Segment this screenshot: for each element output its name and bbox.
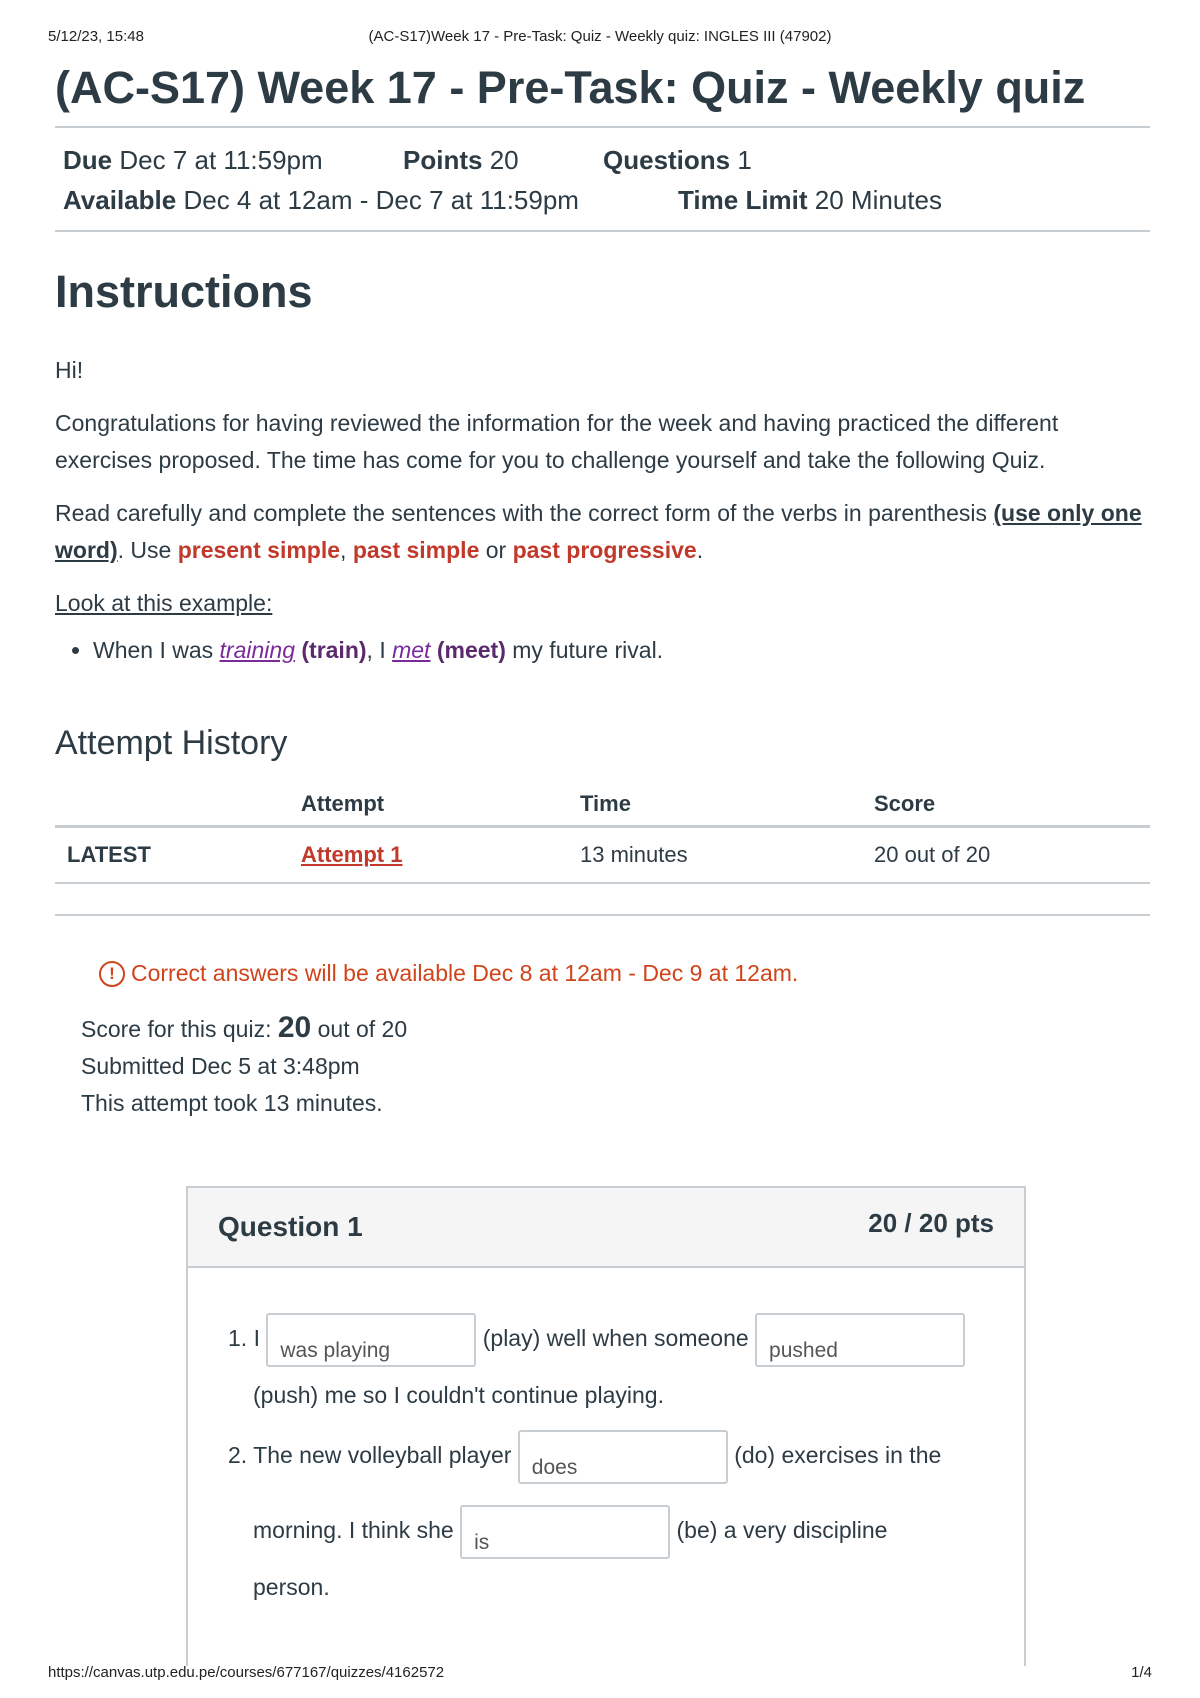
- attempt-link[interactable]: Attempt 1: [301, 842, 403, 867]
- available-value: Dec 4 at 12am - Dec 7 at 11:59pm: [183, 185, 579, 215]
- example-label: Look at this example:: [55, 590, 273, 616]
- answer-field[interactable]: pushed: [755, 1313, 965, 1367]
- print-doc-title: (AC-S17)Week 17 - Pre-Task: Quiz - Weekly quiz: INGLES III (47902): [368, 28, 832, 45]
- notice-text: Correct answers will be available Dec 8 at 12am - Dec 9 at 12am.: [131, 960, 799, 986]
- questions-label: Questions: [603, 145, 731, 175]
- due-value: Dec 7 at 11:59pm: [119, 145, 323, 175]
- tense-past-progressive: past progressive: [512, 537, 697, 563]
- print-url: https://canvas.utp.edu.pe/courses/677167/quizzes/4162572: [48, 1664, 445, 1681]
- item-text: morning. I think she: [253, 1516, 454, 1543]
- item-number: 2. The new volleyball player: [228, 1441, 512, 1468]
- available-label: Available: [63, 185, 177, 215]
- column-header: Time: [568, 783, 862, 827]
- answer-field[interactable]: was playing: [266, 1313, 476, 1367]
- print-header: [48, 28, 1152, 45]
- time-limit-value: 20 Minutes: [814, 185, 942, 215]
- latest-tag: LATEST: [55, 827, 289, 884]
- item-text: (play) well when someone: [482, 1325, 749, 1351]
- text: , I: [366, 637, 393, 663]
- answer-field[interactable]: is: [460, 1505, 670, 1559]
- question-points: 20 / 20 pts: [868, 1207, 994, 1238]
- duration-text: This attempt took 13 minutes.: [81, 1090, 383, 1116]
- item-text: (be) a very discipline: [676, 1516, 888, 1543]
- points-value: 20: [489, 145, 519, 175]
- questions-value: 1: [737, 145, 752, 175]
- example-answer: training: [219, 637, 295, 663]
- instructions-heading: Instructions: [55, 266, 313, 317]
- instructions-paragraph: Congratulations for having reviewed the information for the week and having practiced the different exercises proposed. The time has come for you to challenge yourself and take the following Quiz.: [55, 410, 1059, 473]
- print-footer: [48, 1664, 1152, 1681]
- question-body: [188, 1268, 1024, 1615]
- example-verb: (train): [301, 637, 367, 663]
- column-header: Attempt: [289, 783, 568, 827]
- instructions-paragraph-verbs: [55, 495, 1150, 569]
- answer-field[interactable]: does: [518, 1430, 728, 1484]
- quiz-details: [55, 128, 1150, 230]
- item-text: person.: [253, 1573, 330, 1600]
- score-summary: [81, 1009, 1150, 1122]
- page-title: (AC-S17) Week 17 - Pre-Task: Quiz - Weekly quiz: [55, 62, 1086, 113]
- question-title: Question 1: [218, 1211, 363, 1242]
- text: my future rival.: [505, 637, 664, 663]
- divider: [55, 230, 1150, 232]
- example-list: [55, 632, 1150, 669]
- score-out-of: out of 20: [311, 1016, 408, 1042]
- divider: [55, 914, 1150, 916]
- tense-present-simple: present simple: [177, 537, 341, 563]
- score-value: 20: [277, 1011, 312, 1044]
- table-row: [55, 827, 1150, 884]
- question-item: [228, 1310, 994, 1367]
- submitted-text: Submitted Dec 5 at 3:48pm: [81, 1053, 360, 1079]
- attempt-score: 20 out of 20: [862, 827, 1150, 884]
- table-header-row: [55, 783, 1150, 827]
- question-header: [188, 1188, 1024, 1268]
- quiz-content: [55, 60, 1150, 1122]
- print-page-number: 1/4: [1131, 1664, 1152, 1681]
- time-limit-label: Time Limit: [678, 185, 808, 215]
- text: When I was: [93, 637, 220, 663]
- question-item-cont: [228, 1502, 994, 1559]
- column-header: [55, 783, 289, 827]
- text: . Use: [117, 537, 178, 563]
- use-one-word: (use only one word): [55, 500, 1142, 563]
- text: or: [479, 537, 513, 563]
- item-text: (push) me so I couldn't continue playing.: [253, 1381, 664, 1408]
- question-item: [228, 1427, 994, 1484]
- attempt-time: 13 minutes: [568, 827, 862, 884]
- attempt-history-heading: Attempt History: [55, 724, 288, 762]
- text: ,: [340, 537, 347, 563]
- item-text: (do) exercises in the: [734, 1441, 942, 1468]
- print-datetime: 5/12/23, 15:48: [48, 28, 144, 45]
- example-verb: (meet): [436, 637, 506, 663]
- example-item: [93, 632, 1150, 669]
- tense-past-simple: past simple: [352, 537, 480, 563]
- example-answer: met: [392, 637, 431, 663]
- score-label: Score for this quiz:: [81, 1016, 278, 1042]
- attempt-history-table: [55, 783, 1150, 884]
- item-number: 1. I: [228, 1325, 260, 1351]
- exclamation-circle-icon: !: [99, 961, 125, 987]
- greeting: Hi!: [55, 357, 84, 383]
- text: Read carefully and complete the sentences with the correct form of the verbs in parenthesis: [55, 500, 994, 526]
- due-label: Due: [63, 145, 113, 175]
- correct-answers-notice: [99, 960, 1150, 987]
- points-label: Points: [403, 145, 483, 175]
- question-card: [186, 1186, 1026, 1666]
- column-header: Score: [862, 783, 1150, 827]
- text: .: [696, 537, 704, 563]
